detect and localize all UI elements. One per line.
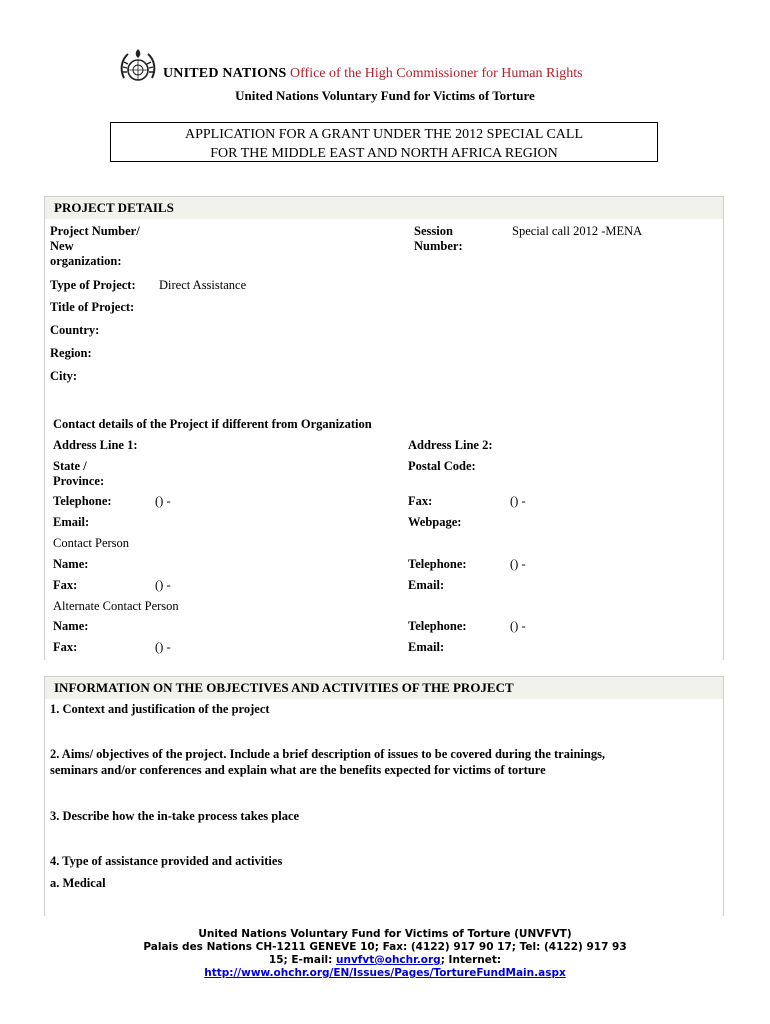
webpage-label: Webpage: bbox=[408, 515, 462, 529]
ohchr-name: Office of the High Commissioner for Human Rights bbox=[290, 66, 583, 81]
fund-name: United Nations Voluntary Fund for Victims of Torture bbox=[235, 88, 535, 103]
title-of-project-label: Title of Project: bbox=[50, 300, 135, 314]
telephone-value[interactable]: () - bbox=[155, 494, 171, 508]
footer-line-4 bbox=[0, 967, 770, 980]
session-number-value[interactable]: Special call 2012 -MENA bbox=[512, 224, 643, 238]
country-label: Country: bbox=[50, 323, 100, 337]
footer-url-link[interactable]: http://www.ohchr.org/EN/Issues/Pages/TortureFundMain.aspx bbox=[204, 967, 566, 979]
footer-line-2: Palais des Nations CH-1211 GENEVE 10; Fax: (4122) 917 90 17; Tel: (4122) 917 93 bbox=[143, 941, 627, 953]
question-2: 2. Aims/ objectives of the project. Include a brief description of issues to be covered during the trainings, seminars and/or conferences and explain what are the benefits expected for victims of torture bbox=[50, 747, 606, 777]
session-number-label: Session Number: bbox=[414, 224, 463, 253]
contact-person-email-label: Email: bbox=[408, 578, 445, 592]
title-line-2: FOR THE MIDDLE EAST AND NORTH AFRICA REGION bbox=[210, 146, 558, 161]
contact-details-heading: Contact details of the Project if different from Organization bbox=[53, 417, 372, 431]
alternate-contact-name-label: Name: bbox=[53, 619, 89, 633]
contact-person-fax-label: Fax: bbox=[53, 578, 78, 592]
contact-person-heading: Contact Person bbox=[53, 536, 130, 550]
fax-value[interactable]: () - bbox=[510, 494, 526, 508]
un-name: UNITED NATIONS bbox=[163, 66, 287, 81]
alternate-contact-fax-label: Fax: bbox=[53, 640, 78, 654]
objectives-heading: INFORMATION ON THE OBJECTIVES AND ACTIVITIES OF THE PROJECT bbox=[45, 677, 723, 699]
project-number-label: Project Number/ New organization: bbox=[50, 224, 140, 268]
telephone-label: Telephone: bbox=[53, 494, 112, 508]
fax-label: Fax: bbox=[408, 494, 433, 508]
alternate-contact-fax-value[interactable]: () - bbox=[155, 640, 171, 654]
contact-person-telephone-label: Telephone: bbox=[408, 557, 467, 571]
address-line-1-label: Address Line 1: bbox=[53, 438, 138, 452]
footer-email-link[interactable]: unvfvt@ohchr.org bbox=[336, 954, 441, 966]
un-emblem-logo bbox=[118, 48, 158, 88]
email-label: Email: bbox=[53, 515, 90, 529]
postal-code-label: Postal Code: bbox=[408, 459, 476, 473]
address-line-2-label: Address Line 2: bbox=[408, 438, 493, 452]
city-label: City: bbox=[50, 369, 78, 383]
contact-person-fax-value[interactable]: () - bbox=[155, 578, 171, 592]
alternate-contact-telephone-label: Telephone: bbox=[408, 619, 467, 633]
project-details-heading: PROJECT DETAILS bbox=[45, 197, 723, 219]
type-of-project-label: Type of Project: bbox=[50, 278, 136, 292]
footer-line-1: United Nations Voluntary Fund for Victims of Torture (UNVFVT) bbox=[198, 928, 572, 940]
contact-person-name-label: Name: bbox=[53, 557, 89, 571]
alternate-contact-email-label: Email: bbox=[408, 640, 445, 654]
document-title bbox=[110, 122, 658, 162]
contact-person-telephone-value[interactable]: () - bbox=[510, 557, 526, 571]
type-of-project-value[interactable]: Direct Assistance bbox=[159, 278, 247, 292]
alternate-contact-telephone-value[interactable]: () - bbox=[510, 619, 526, 633]
alternate-contact-heading: Alternate Contact Person bbox=[53, 599, 179, 613]
footer-line-3: 15; E-mail: unvfvt@ohchr.org; Internet: bbox=[268, 954, 502, 966]
header-organization bbox=[163, 66, 583, 82]
question-1: 1. Context and justification of the project bbox=[50, 702, 270, 716]
footer bbox=[0, 928, 770, 980]
question-3: 3. Describe how the in-take process takes place bbox=[50, 809, 300, 823]
region-label: Region: bbox=[50, 346, 92, 360]
question-4a: a. Medical bbox=[50, 876, 106, 890]
question-4: 4. Type of assistance provided and activities bbox=[50, 854, 283, 868]
title-line-1: APPLICATION FOR A GRANT UNDER THE 2012 SPECIAL CALL bbox=[185, 127, 583, 142]
state-province-label: State / Province: bbox=[53, 459, 105, 488]
